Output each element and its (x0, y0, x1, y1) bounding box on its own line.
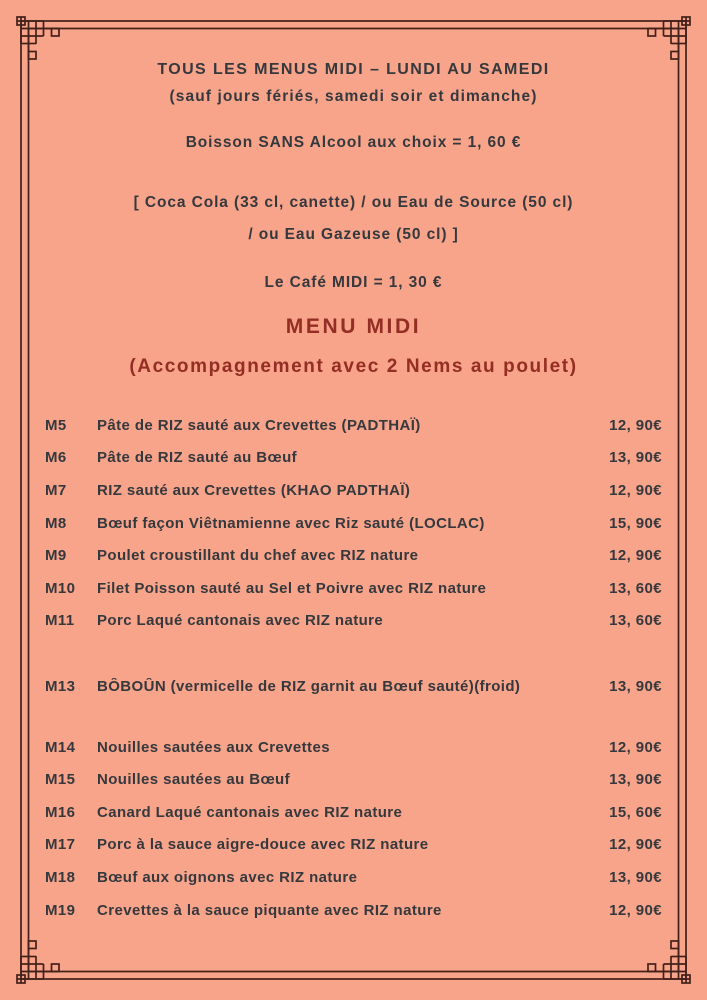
menu-item-row (45, 539, 662, 572)
menu-item-name: BÔBOÛN (vermicelle de RIZ garnit au Bœuf sauté)(froid) (97, 677, 521, 695)
drink-options-line2: / ou Eau Gazeuse (50 cl) ] (248, 226, 459, 243)
menu-item-name: Nouilles sautées au Bœuf (97, 771, 290, 789)
page-title: TOUS LES MENUS MIDI – LUNDI AU SAMEDI (157, 61, 550, 78)
menu-item-price: 13, 60€ (609, 579, 662, 597)
menu-item-row (45, 605, 662, 638)
menu-item-row (45, 861, 662, 894)
menu-item-price: 12, 90€ (609, 416, 662, 434)
menu-item-name: Nouilles sautées aux Crevettes (97, 738, 330, 756)
menu-item-code: M6 (45, 449, 67, 467)
menu-item-price: 12, 90€ (609, 901, 662, 919)
menu-item-code: M14 (45, 738, 76, 756)
menu-item-code: M13 (45, 677, 76, 695)
menu-item-name: Bœuf aux oignons avec RIZ nature (97, 868, 358, 886)
page-subtitle: (sauf jours fériés, samedi soir et dimanche) (169, 88, 538, 105)
menu-item-code: M15 (45, 771, 76, 789)
menu-item-row (45, 894, 662, 927)
menu-item-row (45, 829, 662, 862)
menu-item-price: 13, 60€ (609, 612, 662, 630)
section-title: MENU MIDI (285, 315, 422, 338)
menu-item-code: M19 (45, 901, 76, 919)
menu-item-price: 15, 60€ (609, 803, 662, 821)
menu-item-row (45, 507, 662, 540)
menu-item-price: 15, 90€ (609, 514, 662, 532)
menu-item-name: Pâte de RIZ sauté aux Crevettes (PADTHAÏ) (97, 416, 421, 434)
menu-item-name: Poulet croustillant du chef avec RIZ nature (97, 547, 419, 565)
menu-item-code: M18 (45, 868, 76, 886)
menu-item-name: Porc à la sauce aigre-douce avec RIZ nature (97, 836, 429, 854)
menu-item-code: M9 (45, 547, 67, 565)
menu-item-code: M16 (45, 803, 76, 821)
menu-item-row (45, 731, 662, 764)
menu-item-row (45, 572, 662, 605)
coffee-offer-line: Le Café MIDI = 1, 30 € (264, 274, 443, 291)
menu-item-price: 13, 90€ (609, 677, 662, 695)
menu-item-code: M10 (45, 579, 76, 597)
menu-item-price: 12, 90€ (609, 481, 662, 499)
menu-item-name: Porc Laqué cantonais avec RIZ nature (97, 612, 384, 630)
menu-item-code: M11 (45, 612, 75, 630)
menu-item-code: M5 (45, 416, 67, 434)
menu-item-price: 13, 90€ (609, 449, 662, 467)
menu-item-row (45, 442, 662, 475)
menu-item-row (45, 763, 662, 796)
section-subtitle: (Accompagnement avec 2 Nems au poulet) (129, 356, 578, 377)
menu-item-price: 12, 90€ (609, 738, 662, 756)
menu-item-name: Canard Laqué cantonais avec RIZ nature (97, 803, 403, 821)
menu-list (45, 409, 662, 926)
menu-item-row (45, 474, 662, 507)
menu-item-name: Filet Poisson sauté au Sel et Poivre avec RIZ nature (97, 579, 487, 597)
menu-group (45, 731, 662, 927)
menu-group (45, 670, 662, 703)
menu-item-price: 13, 90€ (609, 868, 662, 886)
menu-item-name: Crevettes à la sauce piquante avec RIZ nature (97, 901, 442, 919)
menu-item-row (45, 670, 662, 703)
menu-item-name: Bœuf façon Viêtnamienne avec Riz sauté (LOCLAC) (97, 514, 485, 532)
menu-group (45, 409, 662, 637)
menu-item-code: M8 (45, 514, 67, 532)
drink-offer-line: Boisson SANS Alcool aux choix = 1, 60 € (185, 134, 522, 151)
menu-item-price: 13, 90€ (609, 771, 662, 789)
menu-item-name: Pâte de RIZ sauté au Bœuf (97, 449, 298, 467)
menu-item-code: M7 (45, 481, 67, 499)
menu-item-name: RIZ sauté aux Crevettes (KHAO PADTHAÏ) (97, 481, 411, 499)
drink-options-line1: [ Coca Cola (33 cl, canette) / ou Eau de Source (50 cl) (133, 194, 574, 211)
menu-item-price: 12, 90€ (609, 836, 662, 854)
menu-item-row (45, 796, 662, 829)
menu-item-price: 12, 90€ (609, 547, 662, 565)
menu-item-row (45, 409, 662, 442)
menu-item-code: M17 (45, 836, 76, 854)
